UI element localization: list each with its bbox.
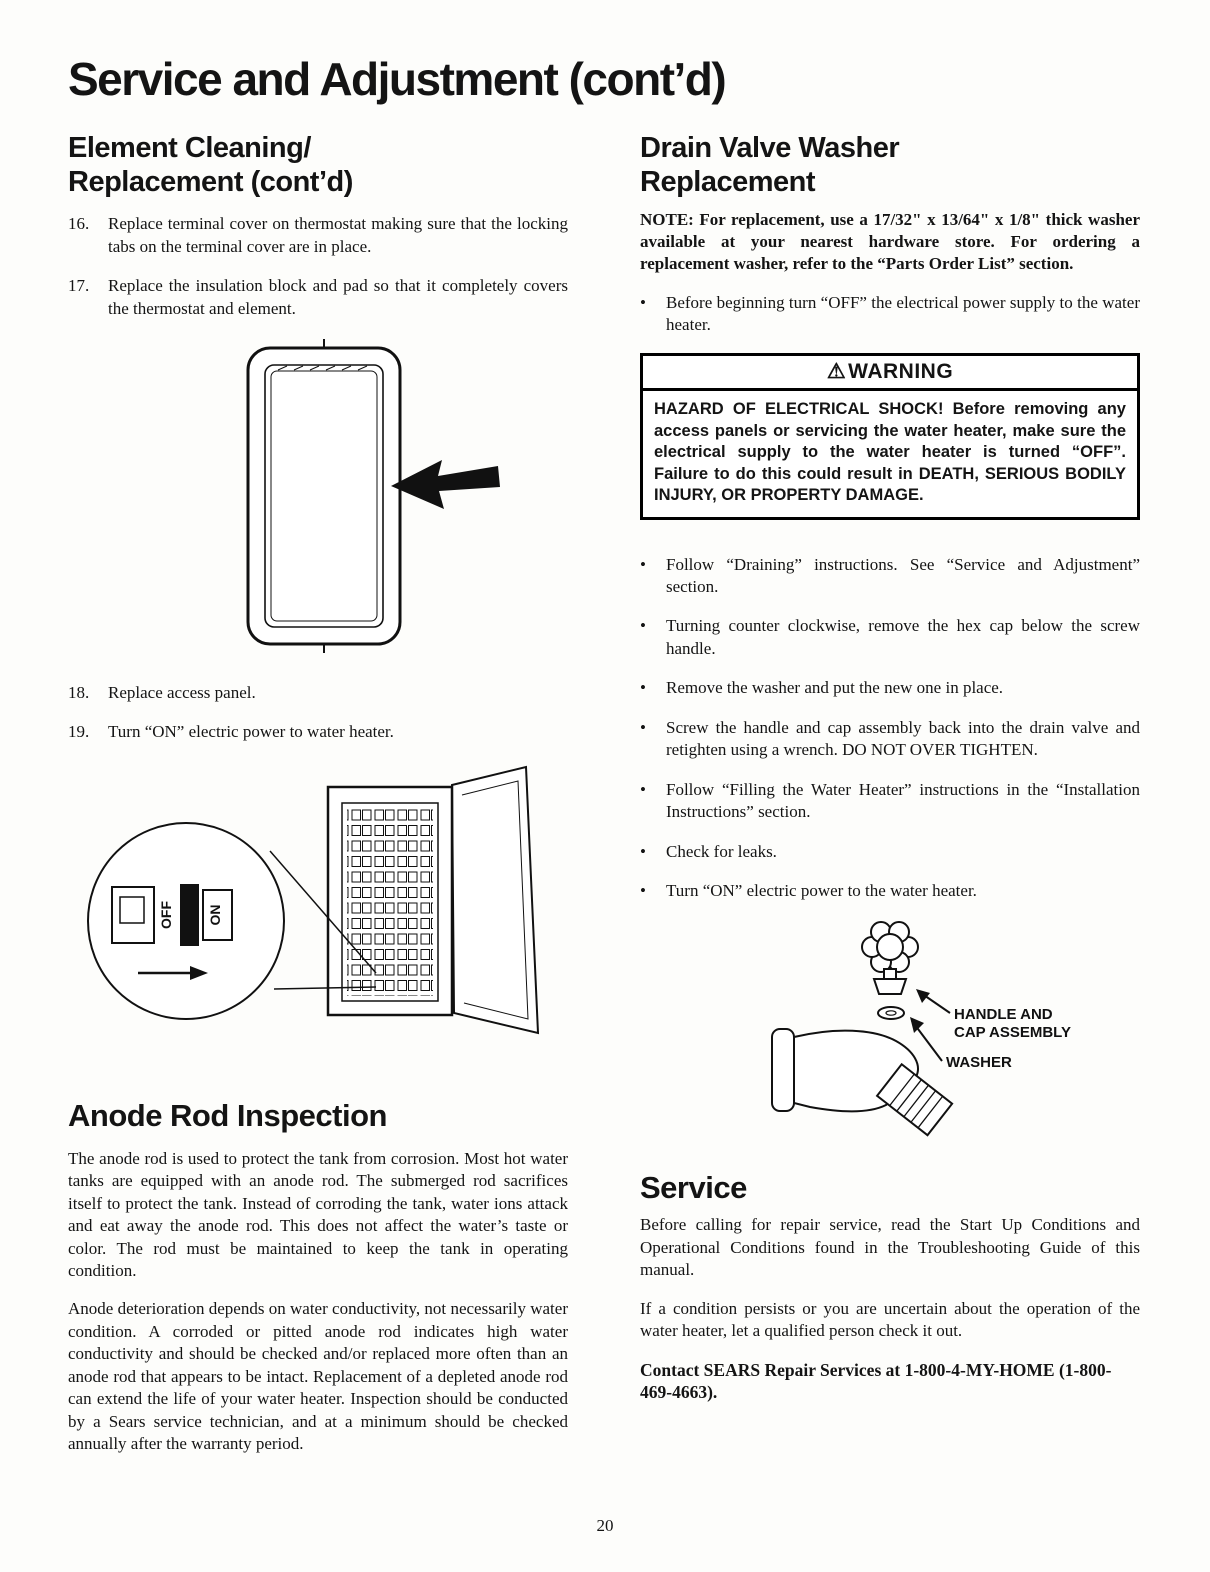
bullet-marker: [640, 615, 666, 660]
bullet-text: Screw the handle and cap assembly back into the drain valve and retighten using a wrench. DO NOT OVER TIGHTEN.: [666, 717, 1140, 760]
breaker-panel-figure: [74, 761, 568, 1058]
step-16: [68, 213, 568, 258]
step-text: Replace access panel.: [108, 683, 256, 702]
breaker-panel-illustration: [74, 761, 544, 1053]
section-heading-service: Service: [640, 1170, 747, 1206]
handle-cap-label: [916, 989, 1071, 1041]
bullet-item: [640, 677, 1140, 699]
warning-title: [643, 356, 1137, 391]
breaker-off-label: OFF: [158, 900, 174, 929]
step-number: 16.: [68, 214, 90, 234]
bullet-marker: [640, 779, 666, 824]
bullet-text: Remove the washer and put the new one in place.: [666, 678, 1004, 698]
left-column: [68, 132, 568, 1472]
bullet-marker: [640, 554, 666, 599]
panel-door: [452, 767, 538, 1033]
replacement-note: NOTE: For replacement, use a 17/32" x 13/64" x 1/8" thick washer available at your nearest hardware store. For ordering a replacement washer, refer to the “Parts Order List” section.: [640, 210, 1140, 274]
svg-text:HANDLE AND: HANDLE AND: [954, 1006, 1053, 1024]
bullet-marker: [640, 717, 666, 762]
heading-line-1: Element Cleaning/: [68, 132, 311, 164]
leader-arrow-icon: [916, 989, 950, 1013]
step-text: Replace the insulation block and pad so that it completely covers the thermostat and element.: [108, 276, 568, 318]
bullet-item: [640, 717, 1140, 762]
leader-arrow-icon: [910, 1017, 942, 1061]
bullet-text: Follow “Filling the Water Heater” instructions in the “Installation Instructions” section.: [666, 779, 1140, 822]
step-number: 19.: [68, 722, 90, 742]
drain-valve-figure: [740, 919, 1140, 1152]
warning-title-text: WARNING: [848, 360, 954, 384]
svg-text:CAP ASSEMBLY: CAP ASSEMBLY: [954, 1024, 1071, 1042]
bullet-item: [640, 779, 1140, 824]
bullet-marker: [640, 677, 666, 699]
step-17: [68, 275, 568, 320]
svg-text:WASHER: WASHER: [946, 1054, 1012, 1072]
bullet-text: Turning counter clockwise, remove the hex cap below the screw handle.: [666, 616, 1140, 658]
section-heading-element-cleaning: [68, 132, 568, 199]
heading-line-1: Drain Valve Washer: [640, 132, 900, 164]
section-heading-anode: Anode Rod Inspection: [68, 1097, 387, 1133]
valve-handle: [862, 922, 918, 972]
warning-body: HAZARD OF ELECTRICAL SHOCK! Before removing any access panels or servicing the water heater, make sure the electrical supply to the water heater is turned “OFF”. Failure to do this could result in DEATH, SERIOUS BODILY INJURY, OR PROPERTY DAMAGE.: [654, 400, 1126, 505]
drain-valve-illustration: [740, 919, 1120, 1147]
bullet-text: Before beginning turn “OFF” the electrical power supply to the water heater.: [666, 292, 1140, 334]
anode-paragraph-2: Anode deterioration depends on water conductivity, not necessarily water condition. A corroded or pitted anode rod indicates high water conductivity and should be checked and/or replaced more often than an anode rod that appears to be intact. Replacement of a depleted anode rod can extend the life of your water heater. Inspection should be conducted by a Sears service technician, and at a minimum should be checked annually after the warranty period.: [68, 1299, 568, 1454]
pointer-arrow-icon: [391, 460, 500, 509]
bullet-text: Turn “ON” electric power to the water heater.: [666, 880, 977, 900]
service-paragraph-2: If a condition persists or you are uncertain about the operation of the water heater, let a qualified person check it out.: [640, 1298, 1140, 1341]
bullet-item: [640, 841, 1140, 863]
step-text: Replace terminal cover on thermostat making sure that the locking tabs on the terminal cover are in place.: [108, 214, 568, 256]
valve-body: [772, 1029, 952, 1135]
step-number: 18.: [68, 683, 90, 702]
section-heading-drain-valve: [640, 132, 1140, 199]
bullet-marker: [640, 841, 666, 863]
bullet-item: [640, 292, 1140, 337]
bullet-item: [640, 554, 1140, 599]
warning-box: [640, 353, 1140, 519]
washer-part: [878, 1007, 904, 1019]
contact-info: Contact SEARS Repair Services at 1-800-4-MY-HOME (1-800-469-4663).: [640, 1359, 1112, 1403]
warning-icon: ⚠: [826, 360, 847, 384]
access-panel-illustration: [228, 337, 503, 655]
heading-line-2: Replacement (cont’d): [68, 165, 353, 198]
bullet-item: [640, 880, 1140, 902]
page-number: 20: [596, 1516, 614, 1535]
bullet-text: Follow “Draining” instructions. See “Service and Adjustment” section.: [666, 554, 1140, 597]
page-title: Service and Adjustment (cont’d): [68, 53, 726, 105]
panel-box: [328, 787, 452, 1015]
right-column: [640, 132, 1140, 1472]
anode-paragraph-1: The anode rod is used to protect the tank from corrosion. Most hot water tanks are equipped with an anode rod. The submerged rod sacrifices itself to protect the tank. Instead of corroding the tank, water ions attack and eat away the anode rod. This does not affect the water’s taste or color. The rod must be maintained to keep the tank in operating condition.: [68, 1148, 568, 1281]
step-19: [68, 721, 568, 743]
bullet-text: Check for leaks.: [666, 841, 777, 861]
bullet-marker: [640, 292, 666, 337]
two-column-layout: [68, 132, 1142, 1472]
access-panel-figure: [228, 337, 568, 660]
service-paragraph-1: Before calling for repair service, read the Start Up Conditions and Operational Conditions found in the Troubleshooting Guide of this manual.: [640, 1215, 1140, 1280]
hex-cap: [874, 979, 906, 994]
step-18: [68, 682, 568, 704]
bullet-item: [640, 615, 1140, 660]
bullet-marker: [640, 880, 666, 902]
step-number: 17.: [68, 276, 90, 296]
heading-line-2: Replacement: [640, 165, 816, 198]
step-text: Turn “ON” electric power to water heater.: [108, 722, 394, 742]
breaker-on-label: ON: [207, 904, 223, 926]
